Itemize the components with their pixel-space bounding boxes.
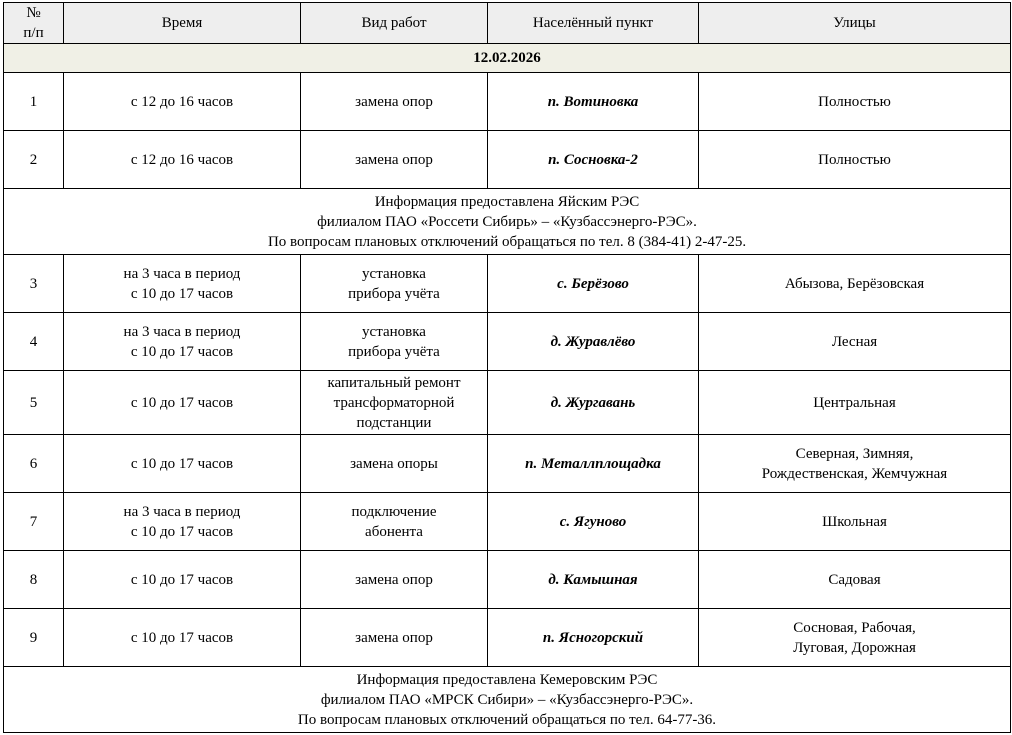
info-note-yaya-line: Информация предоставлена Яйским РЭС bbox=[374, 193, 640, 210]
work-type-cell bbox=[301, 609, 488, 667]
streets-cell bbox=[699, 551, 1011, 609]
streets-cell bbox=[699, 313, 1011, 371]
streets-cell-line: Садовая bbox=[828, 571, 881, 588]
work-type-cell bbox=[301, 371, 488, 435]
table-row bbox=[4, 313, 1011, 371]
time-cell bbox=[64, 371, 301, 435]
work-type-cell-line: установка bbox=[362, 323, 426, 340]
streets-cell-line: Рождественская, Жемчужная bbox=[761, 465, 948, 482]
work-type-cell-line: прибора учёта bbox=[348, 285, 440, 302]
work-type-cell-line: замена опор bbox=[355, 151, 433, 168]
table-row bbox=[4, 255, 1011, 313]
row-number: 6 bbox=[4, 435, 64, 493]
row-number: 9 bbox=[4, 609, 64, 667]
settlement-cell: п. Металлплощадка bbox=[488, 435, 699, 493]
streets-cell bbox=[699, 255, 1011, 313]
work-type-cell-line: капитальный ремонт bbox=[327, 374, 461, 391]
table-row bbox=[4, 131, 1011, 189]
time-cell bbox=[64, 493, 301, 551]
table-row bbox=[4, 73, 1011, 131]
work-type-cell bbox=[301, 131, 488, 189]
work-type-cell bbox=[301, 551, 488, 609]
time-cell-line: с 10 до 17 часов bbox=[130, 523, 234, 540]
header-number-line2: п/п bbox=[23, 25, 44, 41]
time-cell-line: на 3 часа в период bbox=[123, 323, 241, 340]
info-note-kemerovo bbox=[4, 667, 1011, 733]
streets-cell-line: Лесная bbox=[831, 333, 878, 350]
time-cell-line: с 10 до 17 часов bbox=[130, 285, 234, 302]
info-note-yaya-row bbox=[4, 189, 1011, 255]
settlement-cell: д. Камышная bbox=[488, 551, 699, 609]
streets-cell bbox=[699, 609, 1011, 667]
settlement-cell: п. Сосновка-2 bbox=[488, 131, 699, 189]
work-type-cell bbox=[301, 73, 488, 131]
date-cell: 12.02.2026 bbox=[4, 44, 1011, 73]
work-type-cell-line: замена опоры bbox=[350, 455, 438, 472]
streets-cell-line: Северная, Зимняя, bbox=[795, 445, 914, 462]
time-cell bbox=[64, 131, 301, 189]
table-row bbox=[4, 493, 1011, 551]
streets-cell bbox=[699, 435, 1011, 493]
row-number: 4 bbox=[4, 313, 64, 371]
time-cell bbox=[64, 435, 301, 493]
header-time: Время bbox=[64, 3, 301, 44]
work-type-cell-line: абонента bbox=[365, 523, 423, 540]
table-row bbox=[4, 371, 1011, 435]
streets-cell-line: Полностью bbox=[818, 93, 891, 110]
outage-schedule-table bbox=[3, 2, 1011, 733]
work-type-cell-line: замена опор bbox=[355, 93, 433, 110]
work-type-cell bbox=[301, 313, 488, 371]
info-note-kemerovo-row bbox=[4, 667, 1011, 733]
settlement-cell: д. Журавлёво bbox=[488, 313, 699, 371]
time-cell-line: на 3 часа в период bbox=[123, 503, 241, 520]
streets-cell-line: Луговая, Дорожная bbox=[793, 639, 916, 656]
header-work-type: Вид работ bbox=[301, 3, 488, 44]
streets-cell bbox=[699, 493, 1011, 551]
row-number: 3 bbox=[4, 255, 64, 313]
streets-cell-line: Полностью bbox=[818, 151, 891, 168]
settlement-cell: с. Берёзово bbox=[488, 255, 699, 313]
time-cell-line: с 12 до 16 часов bbox=[130, 93, 234, 110]
header-settlement: Населённый пункт bbox=[488, 3, 699, 44]
streets-cell-line: Школьная bbox=[822, 513, 887, 530]
date-row bbox=[4, 44, 1011, 73]
info-note-kemerovo-line: филиалом ПАО «МРСК Сибири» – «Кузбассэнерго-РЭС». bbox=[320, 691, 694, 708]
header-row bbox=[4, 3, 1011, 44]
info-note-yaya-line: По вопросам плановых отключений обращаться по тел. 8 (384-41) 2-47-25. bbox=[267, 233, 747, 250]
time-cell-line: на 3 часа в период bbox=[123, 265, 241, 282]
work-type-cell bbox=[301, 435, 488, 493]
work-type-cell-line: прибора учёта bbox=[348, 343, 440, 360]
time-cell bbox=[64, 313, 301, 371]
streets-cell-line: Центральная bbox=[813, 394, 896, 411]
work-type-cell bbox=[301, 493, 488, 551]
header-number-line1: № bbox=[26, 5, 41, 21]
time-cell-line: с 10 до 17 часов bbox=[130, 343, 234, 360]
info-note-kemerovo-line: Информация предоставлена Кемеровским РЭС bbox=[356, 671, 658, 688]
header-streets: Улицы bbox=[699, 3, 1011, 44]
info-note-yaya-line: филиалом ПАО «Россети Сибирь» – «Кузбассэнерго-РЭС». bbox=[317, 213, 697, 230]
streets-cell bbox=[699, 131, 1011, 189]
work-type-cell-line: подстанции bbox=[356, 414, 432, 431]
time-cell-line: с 10 до 17 часов bbox=[130, 455, 234, 472]
work-type-cell-line: замена опор bbox=[355, 629, 433, 646]
work-type-cell-line: замена опор bbox=[355, 571, 433, 588]
row-number: 8 bbox=[4, 551, 64, 609]
settlement-cell: п. Ясногорский bbox=[488, 609, 699, 667]
work-type-cell-line: подключение bbox=[351, 503, 437, 520]
row-number: 1 bbox=[4, 73, 64, 131]
info-note-kemerovo-line: По вопросам плановых отключений обращаться по тел. 64-77-36. bbox=[297, 711, 717, 728]
table-row bbox=[4, 435, 1011, 493]
table-row bbox=[4, 609, 1011, 667]
settlement-cell: п. Вотиновка bbox=[488, 73, 699, 131]
streets-cell bbox=[699, 73, 1011, 131]
row-number: 7 bbox=[4, 493, 64, 551]
table-row bbox=[4, 551, 1011, 609]
time-cell-line: с 12 до 16 часов bbox=[130, 151, 234, 168]
time-cell-line: с 10 до 17 часов bbox=[130, 629, 234, 646]
streets-cell bbox=[699, 371, 1011, 435]
streets-cell-line: Абызова, Берёзовская bbox=[784, 275, 925, 292]
row-number: 5 bbox=[4, 371, 64, 435]
settlement-cell: с. Ягуново bbox=[488, 493, 699, 551]
row-number: 2 bbox=[4, 131, 64, 189]
time-cell-line: с 10 до 17 часов bbox=[130, 394, 234, 411]
time-cell bbox=[64, 255, 301, 313]
settlement-cell: д. Жургавань bbox=[488, 371, 699, 435]
streets-cell-line: Сосновая, Рабочая, bbox=[793, 619, 916, 636]
work-type-cell-line: установка bbox=[362, 265, 426, 282]
work-type-cell bbox=[301, 255, 488, 313]
time-cell bbox=[64, 609, 301, 667]
time-cell-line: с 10 до 17 часов bbox=[130, 571, 234, 588]
time-cell bbox=[64, 551, 301, 609]
work-type-cell-line: трансформаторной bbox=[333, 394, 455, 411]
time-cell bbox=[64, 73, 301, 131]
header-number bbox=[4, 3, 64, 44]
info-note-yaya bbox=[4, 189, 1011, 255]
